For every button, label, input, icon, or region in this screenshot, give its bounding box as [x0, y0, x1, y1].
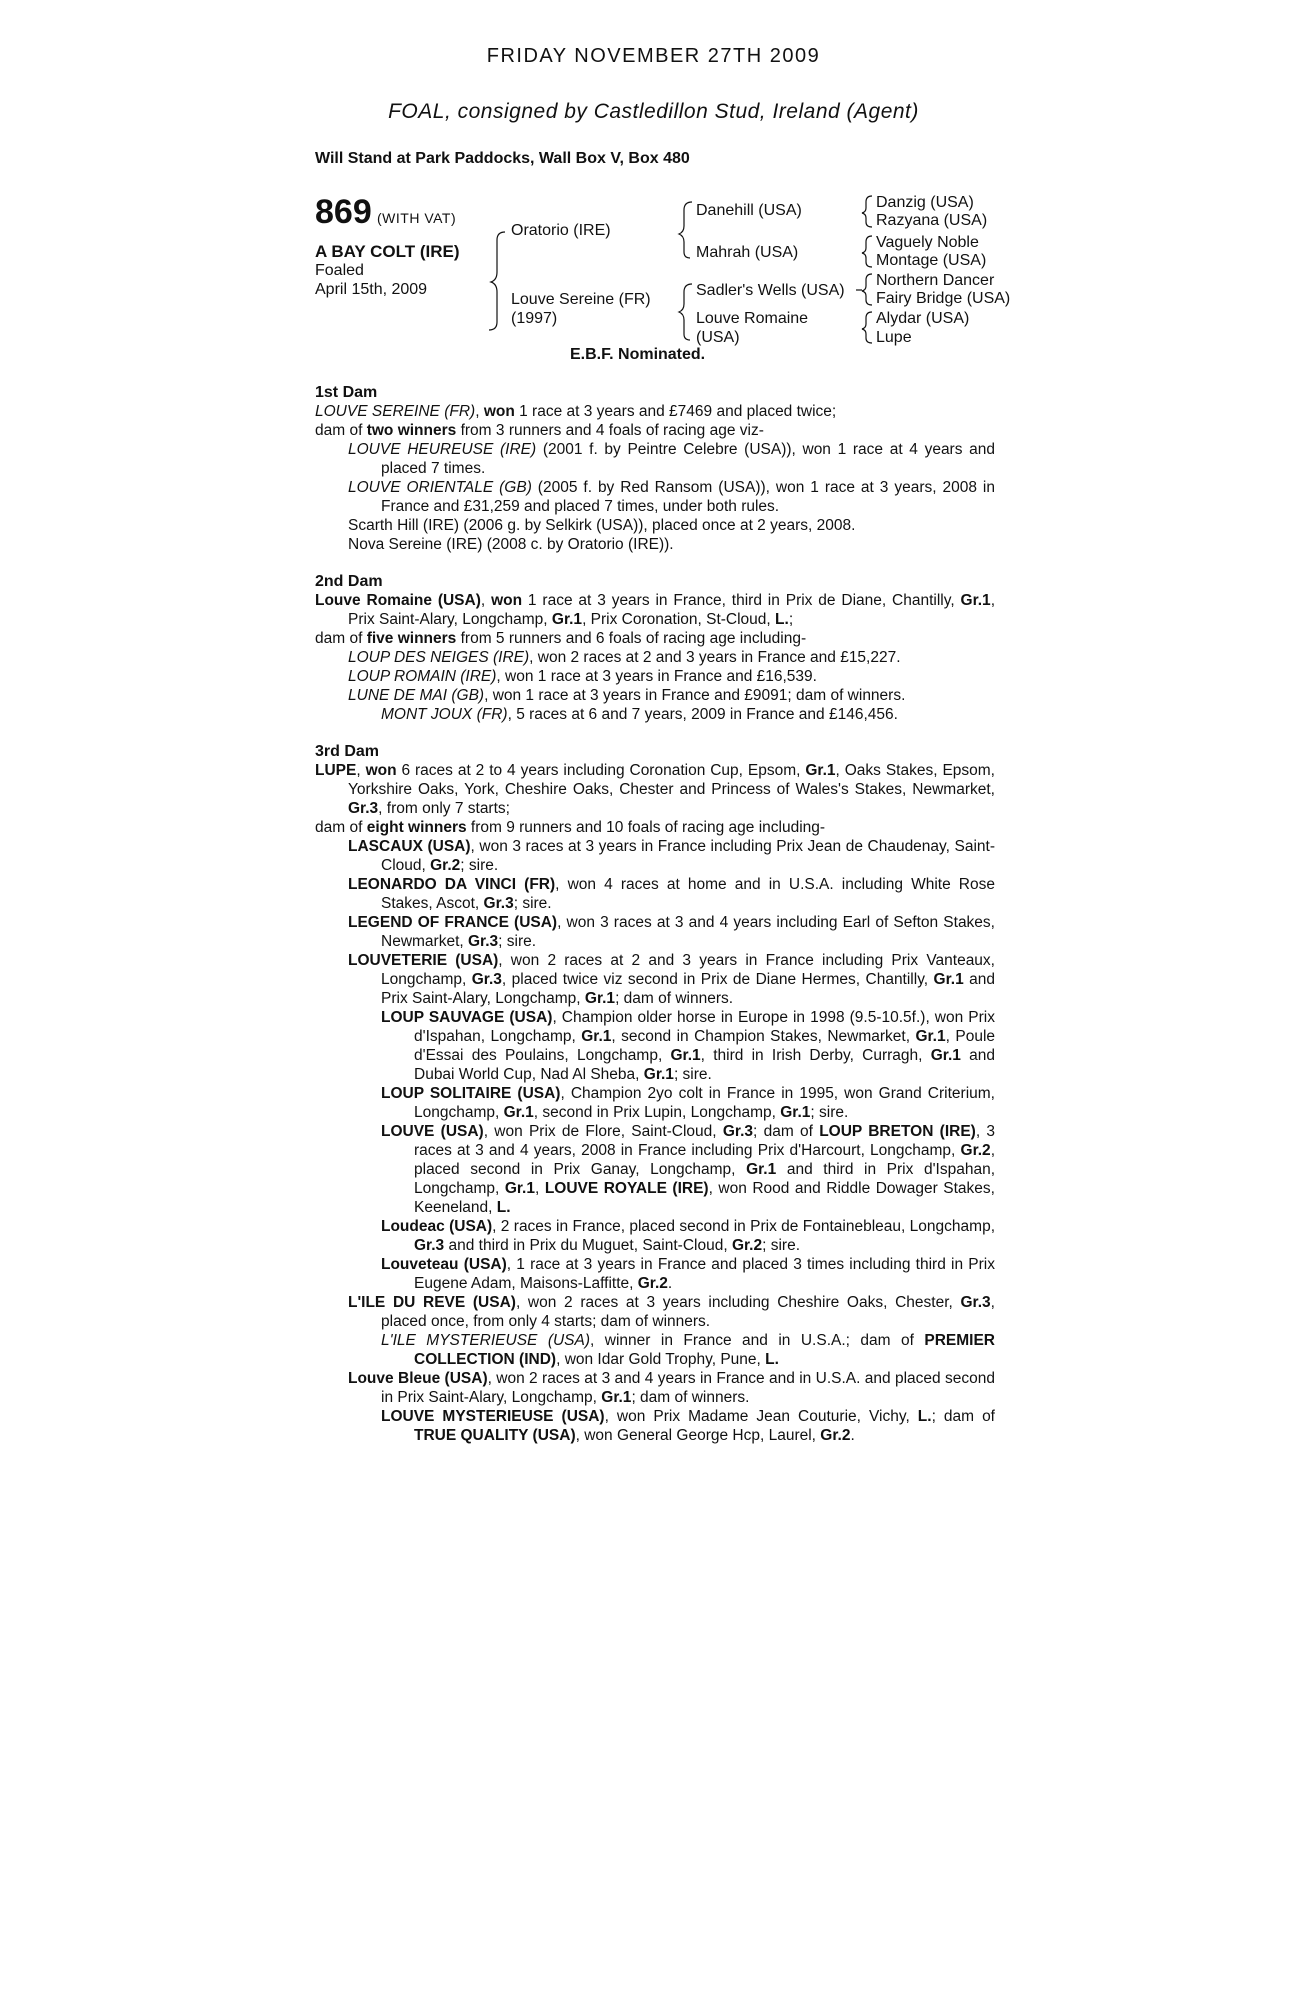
produce-entry: LOUP SOLITAIRE (USA), Champion 2yo colt in France in 1995, won Grand Criterium, Longchamp, Gr.1, second in Prix Lupin, Longchamp, Gr.1; sire. [381, 1085, 995, 1121]
produce-entry: LOUP ROMAIN (IRE), won 1 race at 3 years in France and £16,539. [348, 668, 817, 685]
pedigree-ddd: Lupe [876, 329, 912, 346]
pedigree-dds: Alydar (USA) [876, 310, 970, 327]
pedigree-sds: Vaguely Noble [876, 234, 979, 251]
produce-entry: LOUP SAUVAGE (USA), Champion older horse in Europe in 1998 (9.5-10.5f.), won Prix d'Ispahan, Longchamp, Gr.1, second in Champion Stakes, Newmarket, Gr.1, Poule d'Essai des Poulains, Longchamp, Gr.1, third in Irish Derby, Curragh, Gr.1 and Dubai World Cup, Nad Al Sheba, Gr.1; sire. [381, 1009, 996, 1083]
pedigree-dss: Northern Dancer [876, 272, 995, 289]
produce-entry: L'ILE MYSTERIEUSE (USA), winner in France and in U.S.A.; dam of PREMIER COLLECTION (IND), won Idar Gold Trophy, Pune, L. [381, 1332, 995, 1368]
lot-title: A BAY COLT (IRE) [315, 242, 460, 261]
pedigree-dam-dam-origin: (USA) [696, 329, 740, 346]
dam-entry: LOUVE SEREINE (FR), won 1 race at 3 years and £7469 and placed twice; [315, 403, 837, 420]
foaled-date: April 15th, 2009 [315, 281, 428, 298]
produce-entry: Loudeac (USA), 2 races in France, placed second in Prix de Fontainebleau, Longchamp, Gr.3 and third in Prix du Muguet, Saint-Cloud, Gr.2; sire. [381, 1218, 995, 1254]
first-dam-section [315, 383, 995, 554]
pedigree-sire-dam: Mahrah (USA) [696, 244, 799, 261]
pedigree-sss: Danzig (USA) [876, 194, 974, 211]
second-dam-section [315, 572, 995, 724]
stand-location: Will Stand at Park Paddocks, Wall Box V, Box 480 [315, 150, 690, 167]
produce-entry: LOUP DES NEIGES (IRE), won 2 races at 2 and 3 years in France and £15,227. [348, 649, 901, 666]
dam-entry: LUPE, won 6 races at 2 to 4 years including Coronation Cup, Epsom, Gr.1, Oaks Stakes, Epsom, Yorkshire Oaks, York, Cheshire Oaks, Chester and Princess of Wales's Stakes, Newmarket, Gr.3, from only 7 starts; [315, 762, 995, 817]
produce-entry: LEONARDO DA VINCI (FR), won 4 races at home and in U.S.A. including White Rose Stakes, Ascot, Gr.3; sire. [348, 876, 995, 912]
produce-entry: LOUVE HEUREUSE (IRE) (2001 f. by Peintre Celebre (USA)), won 1 race at 4 years and placed 7 times. [348, 441, 995, 477]
produce-entry: LOUVE (USA), won Prix de Flore, Saint-Cloud, Gr.3; dam of LOUP BRETON (IRE), 3 races at 3 and 4 years, 2008 in France including Prix d'Harcourt, Longchamp, Gr.2, placed second in Prix Ganay, Longchamp, Gr.1 and third in Prix d'Ispahan, Longchamp, Gr.1, LOUVE ROYALE (IRE), won Rood and Riddle Dowager Stakes, Keeneland, L. [381, 1123, 996, 1216]
pedigree-sire: Oratorio (IRE) [511, 222, 611, 239]
produce-entry: Louve Bleue (USA), won 2 races at 3 and 4 years in France and in U.S.A. and placed second in Prix Saint-Alary, Longchamp, Gr.1; dam of winners. [348, 1370, 995, 1406]
pedigree-sire-sire: Danehill (USA) [696, 202, 802, 219]
lot-number: 869 [315, 193, 372, 231]
ebf-nominated: E.B.F. Nominated. [570, 346, 706, 363]
produce-entry: LOUVE MYSTERIEUSE (USA), won Prix Madame Jean Couturie, Vichy, L.; dam of TRUE QUALITY (USA), won General George Hcp, Laurel, Gr.2. [381, 1408, 995, 1444]
produce-summary: dam of two winners from 3 runners and 4 foals of racing age viz- [315, 422, 764, 439]
pedigree-dsd: Fairy Bridge (USA) [876, 290, 1011, 307]
section-heading: 1st Dam [315, 384, 378, 401]
catalogue-body [315, 383, 995, 1445]
pedigree-sdd: Montage (USA) [876, 252, 987, 269]
vat-note: (WITH VAT) [377, 210, 457, 226]
section-heading: 2nd Dam [315, 573, 383, 590]
produce-entry: LOUVETERIE (USA), won 2 races at 2 and 3 years in France including Prix Vanteaux, Longchamp, Gr.3, placed twice viz second in Prix de Diane Hermes, Chantilly, Gr.1 and Prix Saint-Alary, Longchamp, Gr.1; dam of winners. [348, 952, 996, 1007]
pedigree-dam-sire: Sadler's Wells (USA) [696, 282, 845, 299]
produce-entry: MONT JOUX (FR), 5 races at 6 and 7 years, 2009 in France and £146,456. [381, 706, 898, 723]
produce-entry: Nova Sereine (IRE) (2008 c. by Oratorio (IRE)). [348, 536, 674, 553]
pedigree-dam-year: (1997) [511, 310, 558, 327]
pedigree-dam-dam: Louve Romaine [696, 310, 809, 327]
produce-entry: Louveteau (USA), 1 race at 3 years in France and placed 3 times including third in Prix Eugene Adam, Maisons-Laffitte, Gr.2. [381, 1256, 995, 1292]
produce-summary: dam of five winners from 5 runners and 6 foals of racing age including- [315, 630, 807, 647]
pedigree-ssd: Razyana (USA) [876, 212, 988, 229]
produce-summary: dam of eight winners from 9 runners and 10 foals of racing age including- [315, 819, 826, 836]
produce-entry: LOUVE ORIENTALE (GB) (2005 f. by Red Ransom (USA)), won 1 race at 3 years, 2008 in France and £31,259 and placed 7 times, under both rules. [348, 479, 995, 515]
consignment-line: FOAL, consigned by Castledillon Stud, Ireland (Agent) [388, 100, 919, 123]
section-heading: 3rd Dam [315, 743, 380, 760]
dam-entry: Louve Romaine (USA), won 1 race at 3 years in France, third in Prix de Diane, Chantilly, Gr.1, Prix Saint-Alary, Longchamp, Gr.1, Prix Coronation, St-Cloud, L.; [315, 592, 995, 628]
foaled-label: Foaled [315, 262, 364, 279]
produce-entry: LEGEND OF FRANCE (USA), won 3 races at 3 and 4 years including Earl of Sefton Stakes, Newmarket, Gr.3; sire. [348, 914, 995, 950]
third-dam-section [315, 742, 995, 1445]
produce-entry: LUNE DE MAI (GB), won 1 race at 3 years in France and £9091; dam of winners. [348, 687, 906, 704]
pedigree-dam: Louve Sereine (FR) [511, 291, 651, 308]
produce-entry: L'ILE DU REVE (USA), won 2 races at 3 years including Cheshire Oaks, Chester, Gr.3, placed once, from only 4 starts; dam of winners. [348, 1294, 995, 1330]
produce-entry: LASCAUX (USA), won 3 races at 3 years in France including Prix Jean de Chaudenay, Saint-Cloud, Gr.2; sire. [348, 838, 995, 874]
produce-entry: Scarth Hill (IRE) (2006 g. by Selkirk (USA)), placed once at 2 years, 2008. [348, 517, 856, 534]
sale-date: FRIDAY NOVEMBER 27TH 2009 [486, 45, 821, 67]
